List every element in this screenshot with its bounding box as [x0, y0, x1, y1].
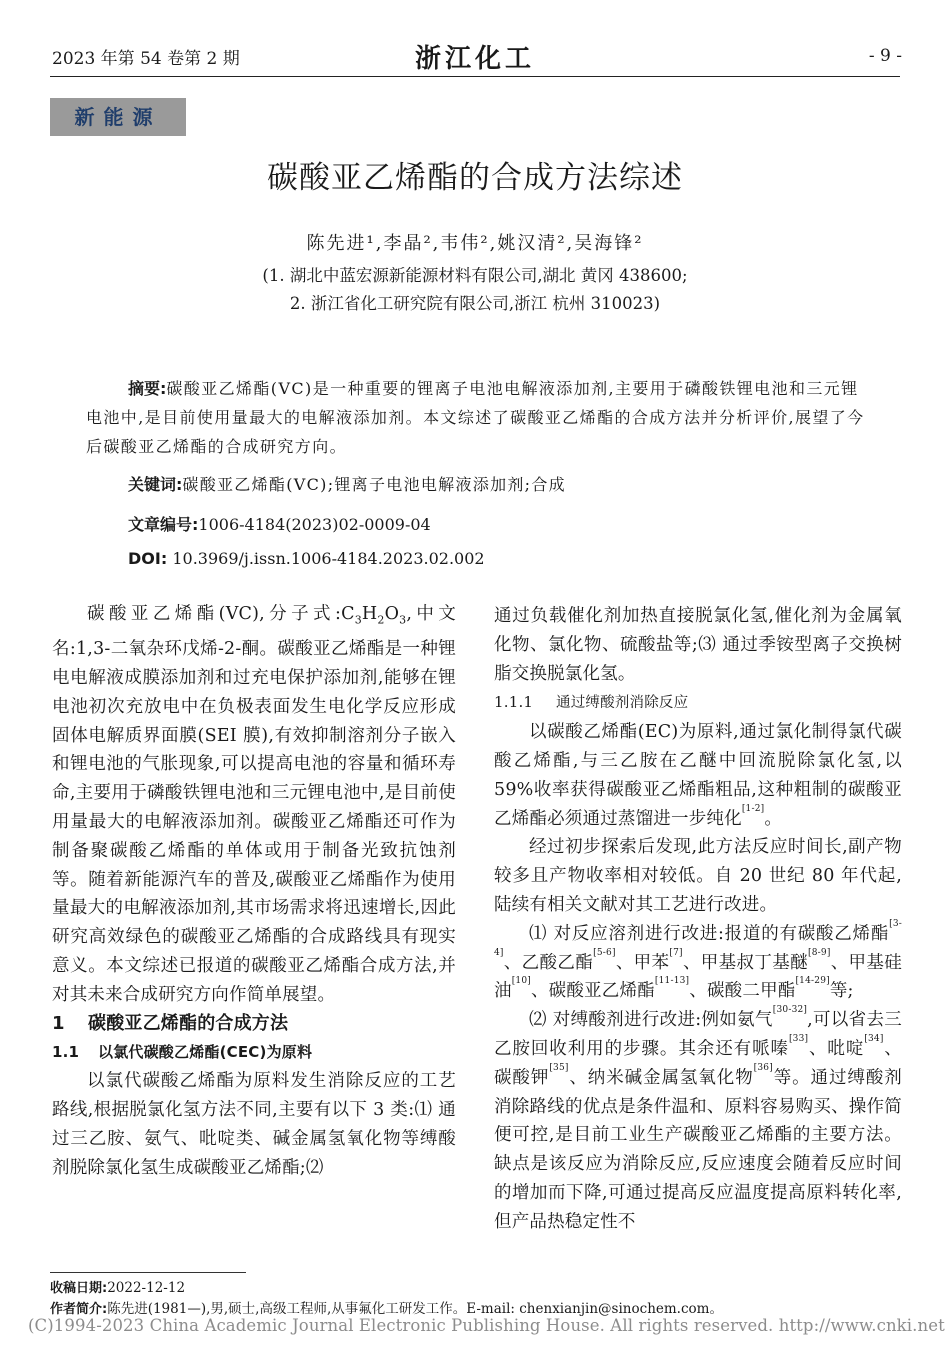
section-title: 碳酸亚乙烯酯的合成方法: [88, 1012, 289, 1034]
authors: 陈先进¹,李晶²,韦伟²,姚汉清²,吴海锋²: [306, 233, 644, 254]
paragraph-1-1-cont: 通过负载催化剂加热直接脱氯化氢,催化剂为金属氧化物、氯化物、硫酸盐等;⑶ 通过季铵型离子交换树脂交换脱氯化氢。: [494, 606, 902, 684]
formula-sub: 3: [354, 613, 362, 627]
column-right: [494, 602, 902, 1237]
doi-text: 10.3969/j.issn.1006-4184.2023.02.002: [172, 549, 485, 568]
copyright-watermark: (C)1994-2023 China Academic Journal Electronic Publishing House. All rights reserved. http://www.cnki.net: [28, 1316, 945, 1335]
section-number: 1.1: [52, 1043, 80, 1062]
doi-label: DOI:: [128, 549, 168, 568]
intro-text-a: 碳酸亚乙烯酯(VC),分子式:C: [87, 604, 355, 624]
paragraph-text: 、纳米碱金属氢氧化物: [568, 1067, 754, 1088]
citation: [30-32]: [772, 1005, 808, 1016]
keywords: [128, 472, 566, 495]
formula-sub: 2: [377, 613, 385, 627]
citation: [5-6]: [593, 947, 616, 958]
paragraph-1-1-1-d: [494, 1006, 902, 1236]
author-bio: [50, 1297, 723, 1317]
section-number: 1.1.1: [494, 693, 534, 712]
doi: [128, 549, 485, 568]
citation: [33]: [788, 1033, 809, 1044]
abstract-label: 摘要:: [128, 379, 167, 398]
citation: [34]: [864, 1033, 884, 1044]
paragraph-text: ,可以省去三乙胺回收利用的步骤。其余还有哌嗪: [494, 1010, 903, 1059]
affiliation-1: (1. 湖北中蓝宏源新能源材料有限公司,湖北 黄冈 438600;: [262, 266, 688, 285]
affiliation-2: 2. 浙江省化工研究院有限公司,浙江 杭州 310023): [289, 294, 661, 313]
citation: [8-9]: [808, 947, 831, 958]
paragraph-text: 等;: [829, 981, 854, 1002]
author-bio-label: 作者简介:: [50, 1302, 108, 1317]
received-date: [50, 1277, 185, 1296]
paragraph-text: ⑵ 对缚酸剂进行改进:例如氨气: [529, 1010, 773, 1031]
paragraph-1-1: 以氯代碳酸乙烯酯为原料发生消除反应的工艺路线,根据脱氯化氢方法不同,主要有以下 3 类:⑴ 通过三乙胺、氨气、吡啶类、碱金属氢氧化物等缚酸剂脱除氯化氢生成碳酸亚乙烯酯;⑵: [52, 1071, 456, 1178]
paragraph-text: 、甲基硅油: [494, 952, 902, 1002]
author-bio-text: 陈先进(1981—),男,硕士,高级工程师,从事氟化工研发工作。E-mail: chenxianjin@sinochem.com。: [107, 1301, 723, 1317]
footnote-rule: [50, 1272, 246, 1273]
article-number: [128, 512, 431, 535]
paragraph-text: 、甲苯: [615, 952, 670, 973]
citation: [35]: [549, 1062, 569, 1073]
paragraph-1-1-1-b: 经过初步探索后发现,此方法反应时间长,副产物较多且产物收率相对较低。自 20 世纪 80 年代起,陆续有相关文献对其工艺进行改进。: [494, 837, 902, 915]
section-title: 通过缚酸剂消除反应: [556, 695, 689, 712]
paragraph-text: 、甲基叔丁基醚: [682, 952, 809, 973]
paragraph-text: 、碳酸亚乙烯酯: [530, 981, 655, 1002]
paragraph-text: 、碳酸二甲酯: [689, 981, 796, 1002]
column-left: [52, 600, 456, 1182]
section-number: 1: [52, 1012, 65, 1034]
citation: [11-13]: [654, 976, 690, 987]
paragraph-text: 以碳酸乙烯酯(EC)为原料,通过氯化制得氯代碳酸乙烯酯,与三乙胺在乙醚中回流脱除氯化氢,以 59%收率获得碳酸亚乙烯酯粗品,这种粗制的碳酸亚乙烯酯必须通过蒸馏进一步纯化: [494, 722, 902, 829]
abstract-text: 碳酸亚乙烯酯(VC)是一种重要的锂离子电池电解液添加剂,主要用于磷酸铁锂电池和三元锂电池中,是目前使用量最大的电解液添加剂。本文综述了碳酸亚乙烯酯的合成方法并分析评价,展望了今后碳酸亚乙烯酯的合成研究方向。: [86, 379, 865, 456]
citation: [3-4]: [494, 918, 902, 958]
section-tag: 新能源: [50, 98, 186, 136]
paragraph-text: ⑴ 对反应溶剂进行改进:报道的有碳酸乙烯酯: [529, 923, 890, 944]
section-heading-1-1: [52, 1038, 456, 1067]
citation: [10]: [511, 976, 531, 987]
header-rule: [50, 76, 900, 77]
article-number-text: 1006-4184(2023)02-0009-04: [198, 515, 431, 534]
paragraph-text: 、碳酸钾: [494, 1038, 902, 1088]
section-heading-1: [52, 1010, 456, 1039]
intro-paragraph: [52, 600, 456, 1010]
formula-h: H: [361, 604, 378, 624]
article-title: 碳酸亚乙烯酯的合成方法综述: [267, 160, 683, 196]
section-title: 以氯代碳酸乙烯酯(CEC)为原料: [98, 1043, 313, 1062]
paragraph-text: 、乙酸乙酯: [503, 952, 594, 973]
citation: [1-2]: [741, 803, 765, 814]
paragraph-1-1-1-c: [494, 920, 902, 1006]
received-value: 2022-12-12: [107, 1280, 186, 1296]
page-number: - 9 -: [868, 46, 902, 66]
keywords-label: 关键词:: [128, 475, 183, 494]
formula-o: O: [384, 604, 400, 624]
keywords-text: 碳酸亚乙烯酯(VC);锂离子电池电解液添加剂;合成: [182, 475, 566, 494]
article-number-label: 文章编号:: [128, 515, 199, 534]
citation: [36]: [753, 1062, 773, 1073]
abstract: [86, 374, 872, 461]
paragraph-text: 、吡啶: [808, 1038, 865, 1059]
paragraph-text: 等。通过缚酸剂消除路线的优点是条件温和、原料容易购买、操作简便可控,是目前工业生产碳酸亚乙烯酯的主要方法。缺点是该反应为消除反应,反应速度会随着反应时间的增加而下降,可通过提高反应温度提高原料转化率,但产品热稳定性不: [494, 1067, 902, 1232]
received-label: 收稿日期:: [50, 1281, 108, 1296]
paragraph-1-1-1-a: 以碳酸乙烯酯(EC)为原料,通过氯化制得氯代碳酸乙烯酯,与三乙胺在乙醚中回流脱除氯化氢,以 59%收率获得碳酸亚乙烯酯粗品,这种粗制的碳酸亚乙烯酯必须通过蒸馏进一步纯化[1-2]。: [494, 722, 902, 829]
intro-text-b: ,中文名:1,3-二氧杂环戊烯-2-酮。碳酸亚乙烯酯是一种锂电电解液成膜添加剂和过充电保护添加剂,能够在锂电池初次充放电中在负极表面发生电化学反应形成固体电解质界面膜(SEI 膜),有效抑制溶剂分子嵌入和锂电池的气胀现象,可以提高电池的容量和循环寿命,主要用于磷酸铁锂电池和三元锂电池中,是目前使用量最大的电解液添加剂。碳酸亚乙烯酯还可作为制备聚碳酸乙烯酯的单体或用于制备光致抗蚀剂等。随着新能源汽车的普及,碳酸亚乙烯酯作为使用量最大的电解液添加剂,其市场需求将迅速增长,因此研究高效绿色的碳酸亚乙烯酯的合成路线具有现实意义。本文综述已报道的碳酸亚乙烯酯合成方法,并对其未来合成研究方向作简单展望。: [52, 604, 456, 1005]
journal-logo: 浙江化工: [414, 44, 535, 74]
section-heading-1-1-1: [494, 688, 902, 718]
issue-info: 2023 年第 54 卷第 2 期: [52, 49, 240, 69]
formula-sub: 3: [399, 613, 407, 627]
citation: [7]: [669, 947, 683, 958]
citation: [14-29]: [795, 976, 830, 987]
